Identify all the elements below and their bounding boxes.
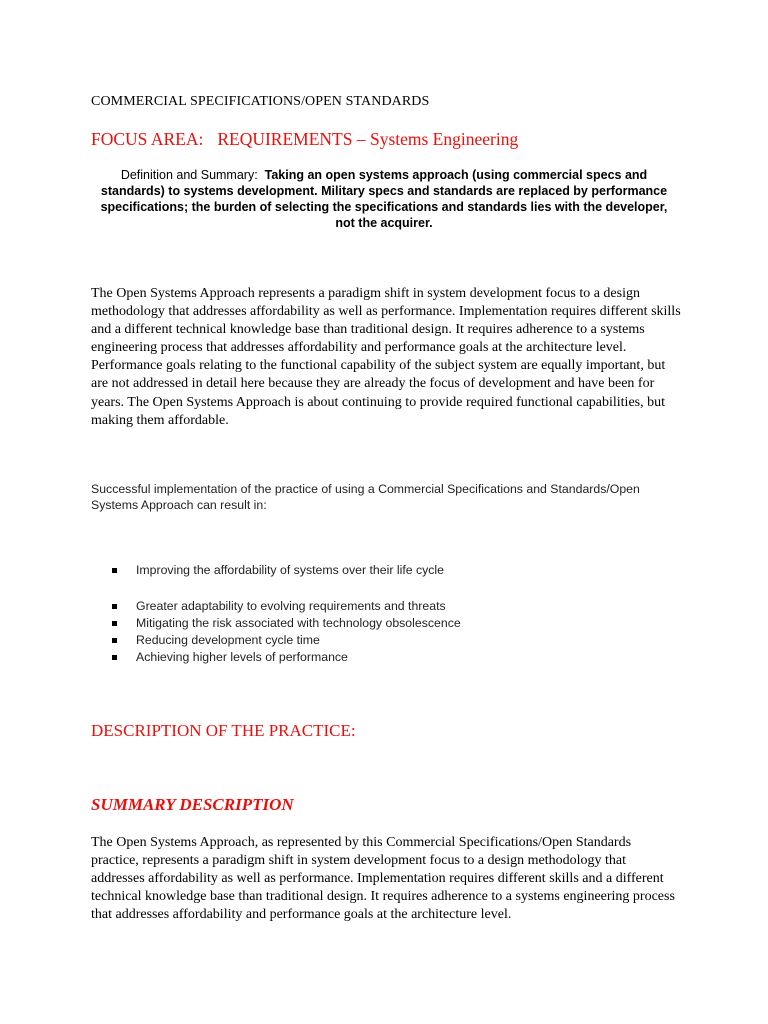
square-bullet-icon <box>112 621 117 626</box>
definition-text: Taking an open systems approach (using commercial specs and standards) to systems development. Military specs and standards are replaced by performance specifications; the burden of selecting the specifications and standards lies with the developer, not the acquirer. <box>100 168 668 230</box>
section-heading-practice: DESCRIPTION OF THE PRACTICE: <box>91 721 356 740</box>
definition-summary <box>91 167 677 231</box>
focus-area-label: FOCUS AREA: <box>91 129 204 149</box>
square-bullet-icon <box>112 568 117 573</box>
results-intro-paragraph: Successful implementation of the practice of using a Commercial Specifications and Standards/Open Systems Approach can result in: <box>91 482 640 512</box>
square-bullet-icon <box>112 655 117 660</box>
list-item: Reducing development cycle time <box>91 632 651 649</box>
list-item: Greater adaptability to evolving requirements and threats <box>91 598 651 615</box>
focus-area-line <box>91 129 518 150</box>
definition-label: Definition and Summary: <box>120 168 258 182</box>
benefits-list-first <box>91 562 651 579</box>
list-item: Improving the affordability of systems over their life cycle <box>91 562 651 579</box>
list-item: Achieving higher levels of performance <box>91 649 651 666</box>
section-heading-summary: SUMMARY DESCRIPTION <box>91 795 294 814</box>
square-bullet-icon <box>112 604 117 609</box>
list-item: Mitigating the risk associated with technology obsolescence <box>91 615 651 632</box>
summary-paragraph: The Open Systems Approach, as represented by this Commercial Specifications/Open Standards practice, represents a paradigm shift in system development focus to a design methodology that addresses affordability as well as performance. Implementation requires different skills and a different technical knowledge base than traditional design. It requires adherence to a systems engineering process that addresses affordability and performance goals at the architecture level. <box>91 835 675 923</box>
benefits-list-rest <box>91 598 651 666</box>
focus-area-value: REQUIREMENTS – Systems Engineering <box>217 129 519 149</box>
document-heading: COMMERCIAL SPECIFICATIONS/OPEN STANDARDS <box>91 94 430 109</box>
square-bullet-icon <box>112 638 117 643</box>
intro-paragraph: The Open Systems Approach represents a paradigm shift in system development focus to a design methodology that addresses affordability as well as performance. Implementation requires different skills and a different technical knowledge base than traditional design. It requires adherence to a systems engineering process that addresses affordability and performance goals at the architecture level. Performance goals relating to the functional capability of the subject system are equally important, but are not addressed in detail here because they are already the focus of development and have been for years. The Open Systems Approach is about continuing to provide required functional capabilities, but making them affordable. <box>91 286 681 428</box>
